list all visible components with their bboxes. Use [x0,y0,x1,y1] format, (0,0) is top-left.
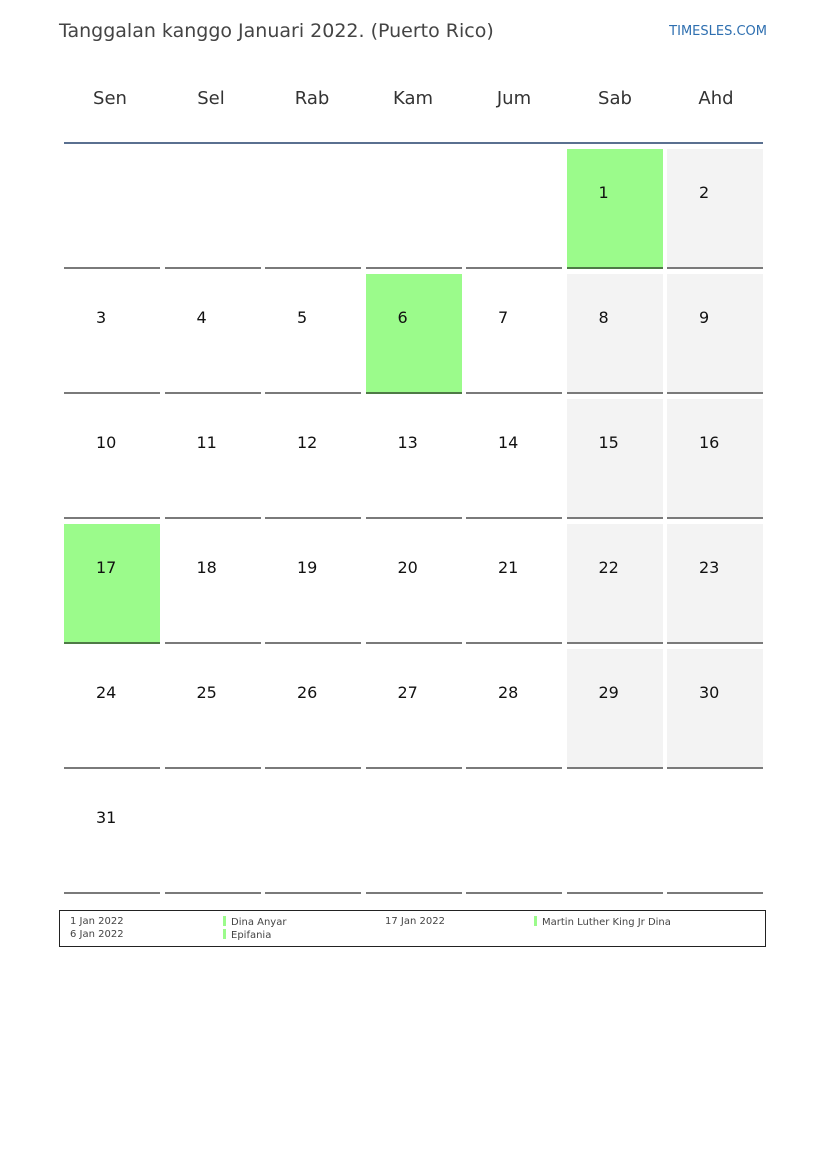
calendar-day-cell[interactable] [366,649,462,769]
day-number: 10 [96,433,117,452]
day-number: 8 [598,308,609,327]
legend-date: 17 Jan 2022 [385,916,445,927]
day-number: 3 [96,308,107,327]
calendar-day-cell[interactable] [265,399,361,519]
calendar-empty-cell [165,774,261,894]
calendar-day-cell[interactable] [265,524,361,644]
weekday-label: Jum [496,88,532,109]
calendar-empty-cell [265,149,361,269]
day-number: 20 [397,558,418,577]
calendar-empty-cell [366,774,462,894]
calendar-day-cell[interactable] [165,524,261,644]
calendar-day-cell[interactable] [165,399,261,519]
calendar-day-cell[interactable] [466,649,562,769]
calendar-empty-cell [366,149,462,269]
holiday-color-marker [534,916,537,926]
calendar-day-cell[interactable] [667,524,763,644]
calendar-day-cell[interactable] [165,274,261,394]
legend-date: 6 Jan 2022 [70,929,124,940]
calendar-day-cell[interactable] [366,399,462,519]
weekday-header-row [62,88,765,120]
legend-name-text: Martin Luther King Jr Dina [542,917,671,928]
calendar-empty-cell [667,774,763,894]
day-number: 15 [598,433,619,452]
calendar-day-cell[interactable] [667,149,763,269]
weekday-label: Ahd [698,88,734,109]
calendar-empty-cell [466,149,562,269]
calendar-day-cell[interactable] [667,649,763,769]
day-number: 2 [699,183,710,202]
calendar-empty-cell [567,774,663,894]
calendar-day-cell[interactable] [366,524,462,644]
calendar-empty-cell [265,774,361,894]
day-number: 23 [699,558,720,577]
calendar-day-cell[interactable] [64,399,160,519]
calendar-day-cell[interactable] [567,149,663,269]
legend-name-text: Epifania [231,930,272,941]
holiday-legend [59,910,766,947]
calendar-day-cell[interactable] [366,274,462,394]
legend-holiday-name [223,929,271,942]
day-number: 22 [598,558,619,577]
calendar-day-cell[interactable] [64,774,160,894]
legend-date: 1 Jan 2022 [70,916,124,927]
calendar-day-cell[interactable] [64,649,160,769]
day-number: 30 [699,683,720,702]
calendar-empty-cell [466,774,562,894]
calendar-day-cell[interactable] [466,274,562,394]
calendar-empty-cell [64,149,160,269]
legend-holiday-name [534,916,671,929]
day-number: 18 [196,558,217,577]
calendar-day-cell[interactable] [667,274,763,394]
day-number: 7 [498,308,509,327]
legend-name-text: Dina Anyar [231,917,287,928]
holiday-color-marker [223,916,226,926]
brand-link[interactable]: TIMESLES.COM [669,24,767,39]
calendar-day-cell[interactable] [265,274,361,394]
calendar-day-cell[interactable] [567,524,663,644]
day-number: 26 [297,683,318,702]
calendar-day-cell[interactable] [567,399,663,519]
day-number: 9 [699,308,710,327]
day-number: 6 [397,308,408,327]
calendar-day-cell[interactable] [567,274,663,394]
day-number: 31 [96,808,117,827]
calendar-day-cell[interactable] [165,649,261,769]
weekday-label: Sab [598,88,632,109]
weekday-label: Rab [294,88,330,109]
day-number: 27 [397,683,418,702]
weekday-label: Kam [392,88,434,109]
calendar-day-cell[interactable] [64,274,160,394]
legend-holiday-name [223,916,286,929]
day-number: 21 [498,558,519,577]
day-number: 14 [498,433,519,452]
calendar-day-cell[interactable] [64,524,160,644]
day-number: 25 [196,683,217,702]
calendar-day-cell[interactable] [667,399,763,519]
calendar-day-cell[interactable] [466,399,562,519]
day-number: 17 [96,558,117,577]
day-number: 28 [498,683,519,702]
day-number: 29 [598,683,619,702]
calendar-day-cell[interactable] [567,649,663,769]
calendar-day-cell[interactable] [265,649,361,769]
day-number: 16 [699,433,720,452]
calendar-grid [64,149,763,894]
weekday-label: Sel [197,88,225,109]
day-number: 11 [196,433,217,452]
weekday-label: Sen [93,88,127,109]
day-number: 5 [297,308,308,327]
header-divider [64,142,763,144]
day-number: 12 [297,433,318,452]
page-title: Tanggalan kanggo Januari 2022. (Puerto Rico) [59,20,494,42]
day-number: 19 [297,558,318,577]
day-number: 13 [397,433,418,452]
day-number: 4 [196,308,207,327]
holiday-color-marker [223,929,226,939]
day-number: 24 [96,683,117,702]
day-number: 1 [598,183,609,202]
calendar-day-cell[interactable] [466,524,562,644]
calendar-empty-cell [165,149,261,269]
